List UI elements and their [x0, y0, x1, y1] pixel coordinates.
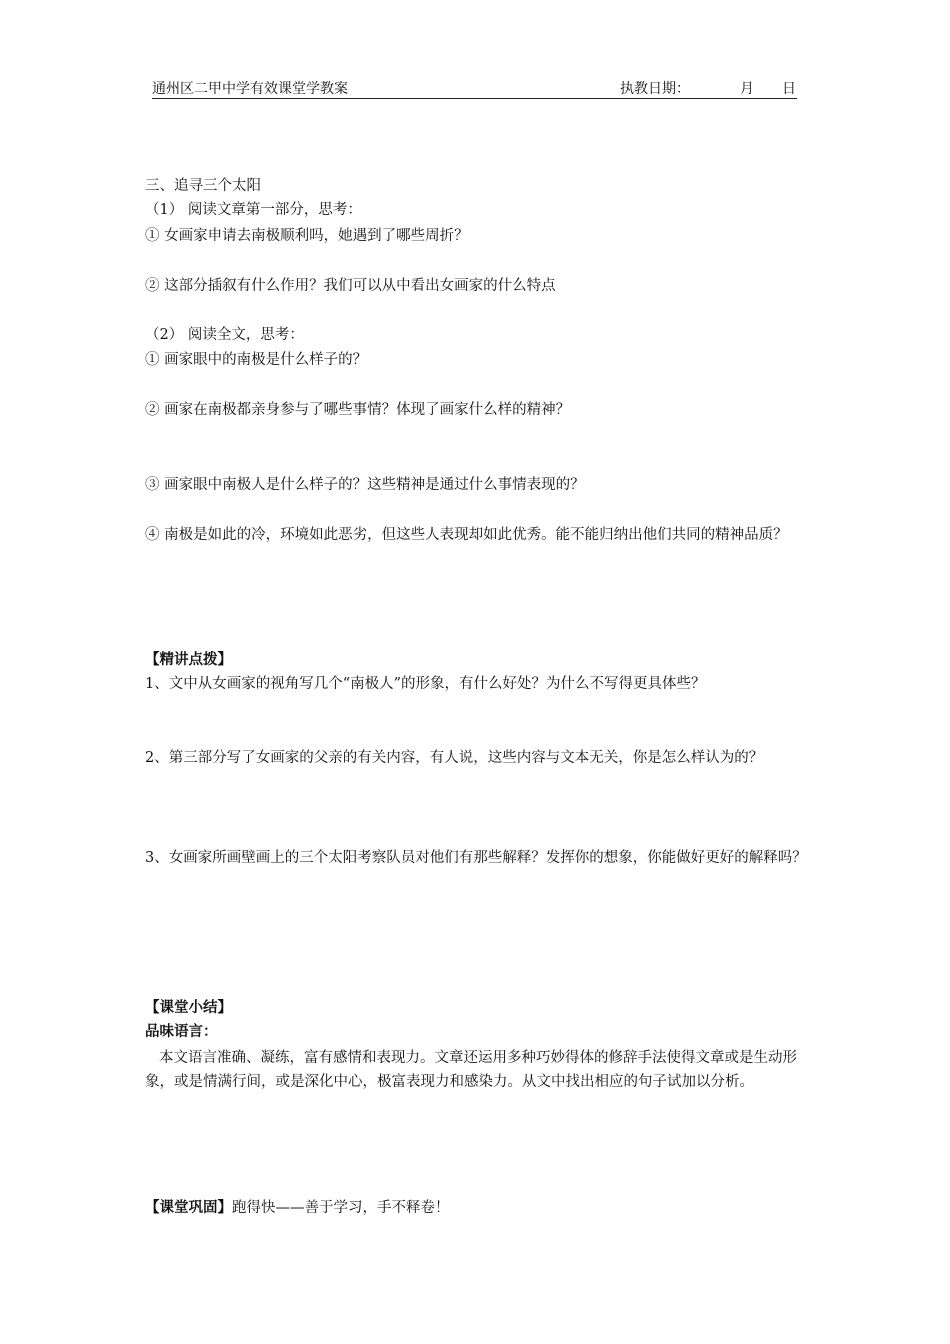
jingjiang-question-2: 2、第三部分写了女画家的父亲的有关内容，有人说，这些内容与文本无关，你是怎么样认为的？ [145, 750, 764, 766]
summary-body: 本文语言准确、凝练，富有感情和表现力。文章还运用多种巧妙得体的修辞手法使得文章或是生动形象，或是情满行间，或是深化中心，极富表现力和感染力。从文中找出相应的句子试加以分析。 [145, 1050, 797, 1090]
page-header [152, 76, 797, 99]
part2-question-3: ③ 画家眼中南极人是什么样子的？这些精神是通过什么事情表现的？ [145, 477, 585, 493]
part2-question-1: ① 画家眼中的南极是什么样子的？ [145, 352, 368, 368]
part2-question-2: ② 画家在南极都亲身参与了哪些事情？体现了画家什么样的精神？ [145, 402, 571, 418]
summary-subheading: 品味语言： [145, 1024, 218, 1040]
school-title: 通州区二甲中学有效课堂学教案 [152, 81, 348, 97]
day-label: 日 [782, 81, 796, 97]
jingjiang-question-1: 1、文中从女画家的视角写几个“南极人”的形象，有什么好处？为什么不写得更具体些？ [145, 676, 706, 692]
part1-question-1: ① 女画家申请去南极顺利吗，她遇到了哪些周折？ [145, 228, 469, 244]
part1-heading: （1） 阅读文章第一部分，思考： [145, 202, 362, 218]
month-label: 月 [740, 81, 754, 97]
section-title: 三、追寻三个太阳 [145, 178, 261, 194]
summary-heading: 【课堂小结】 [145, 1000, 232, 1016]
consolidate-text: 跑得快——善于学习，手不释卷！ [232, 1200, 450, 1216]
consolidate-heading: 【课堂巩固】 [145, 1200, 232, 1216]
date-label: 执教日期： [620, 81, 690, 97]
part2-heading: （2） 阅读全文，思考： [145, 327, 304, 343]
jingjiang-question-3: 3、女画家所画壁画上的三个太阳考察队员对他们有那些解释？发挥你的想象，你能做好更好的解释吗？ [145, 850, 807, 866]
jingjiang-heading: 【精讲点拨】 [145, 652, 232, 668]
part2-question-4: ④ 南极是如此的冷，环境如此恶劣，但这些人表现却如此优秀。能不能归纳出他们共同的精神品质？ [145, 527, 788, 543]
consolidate-line [145, 1196, 810, 1220]
part1-question-2: ② 这部分插叙有什么作用？我们可以从中看出女画家的什么特点 [145, 278, 556, 294]
